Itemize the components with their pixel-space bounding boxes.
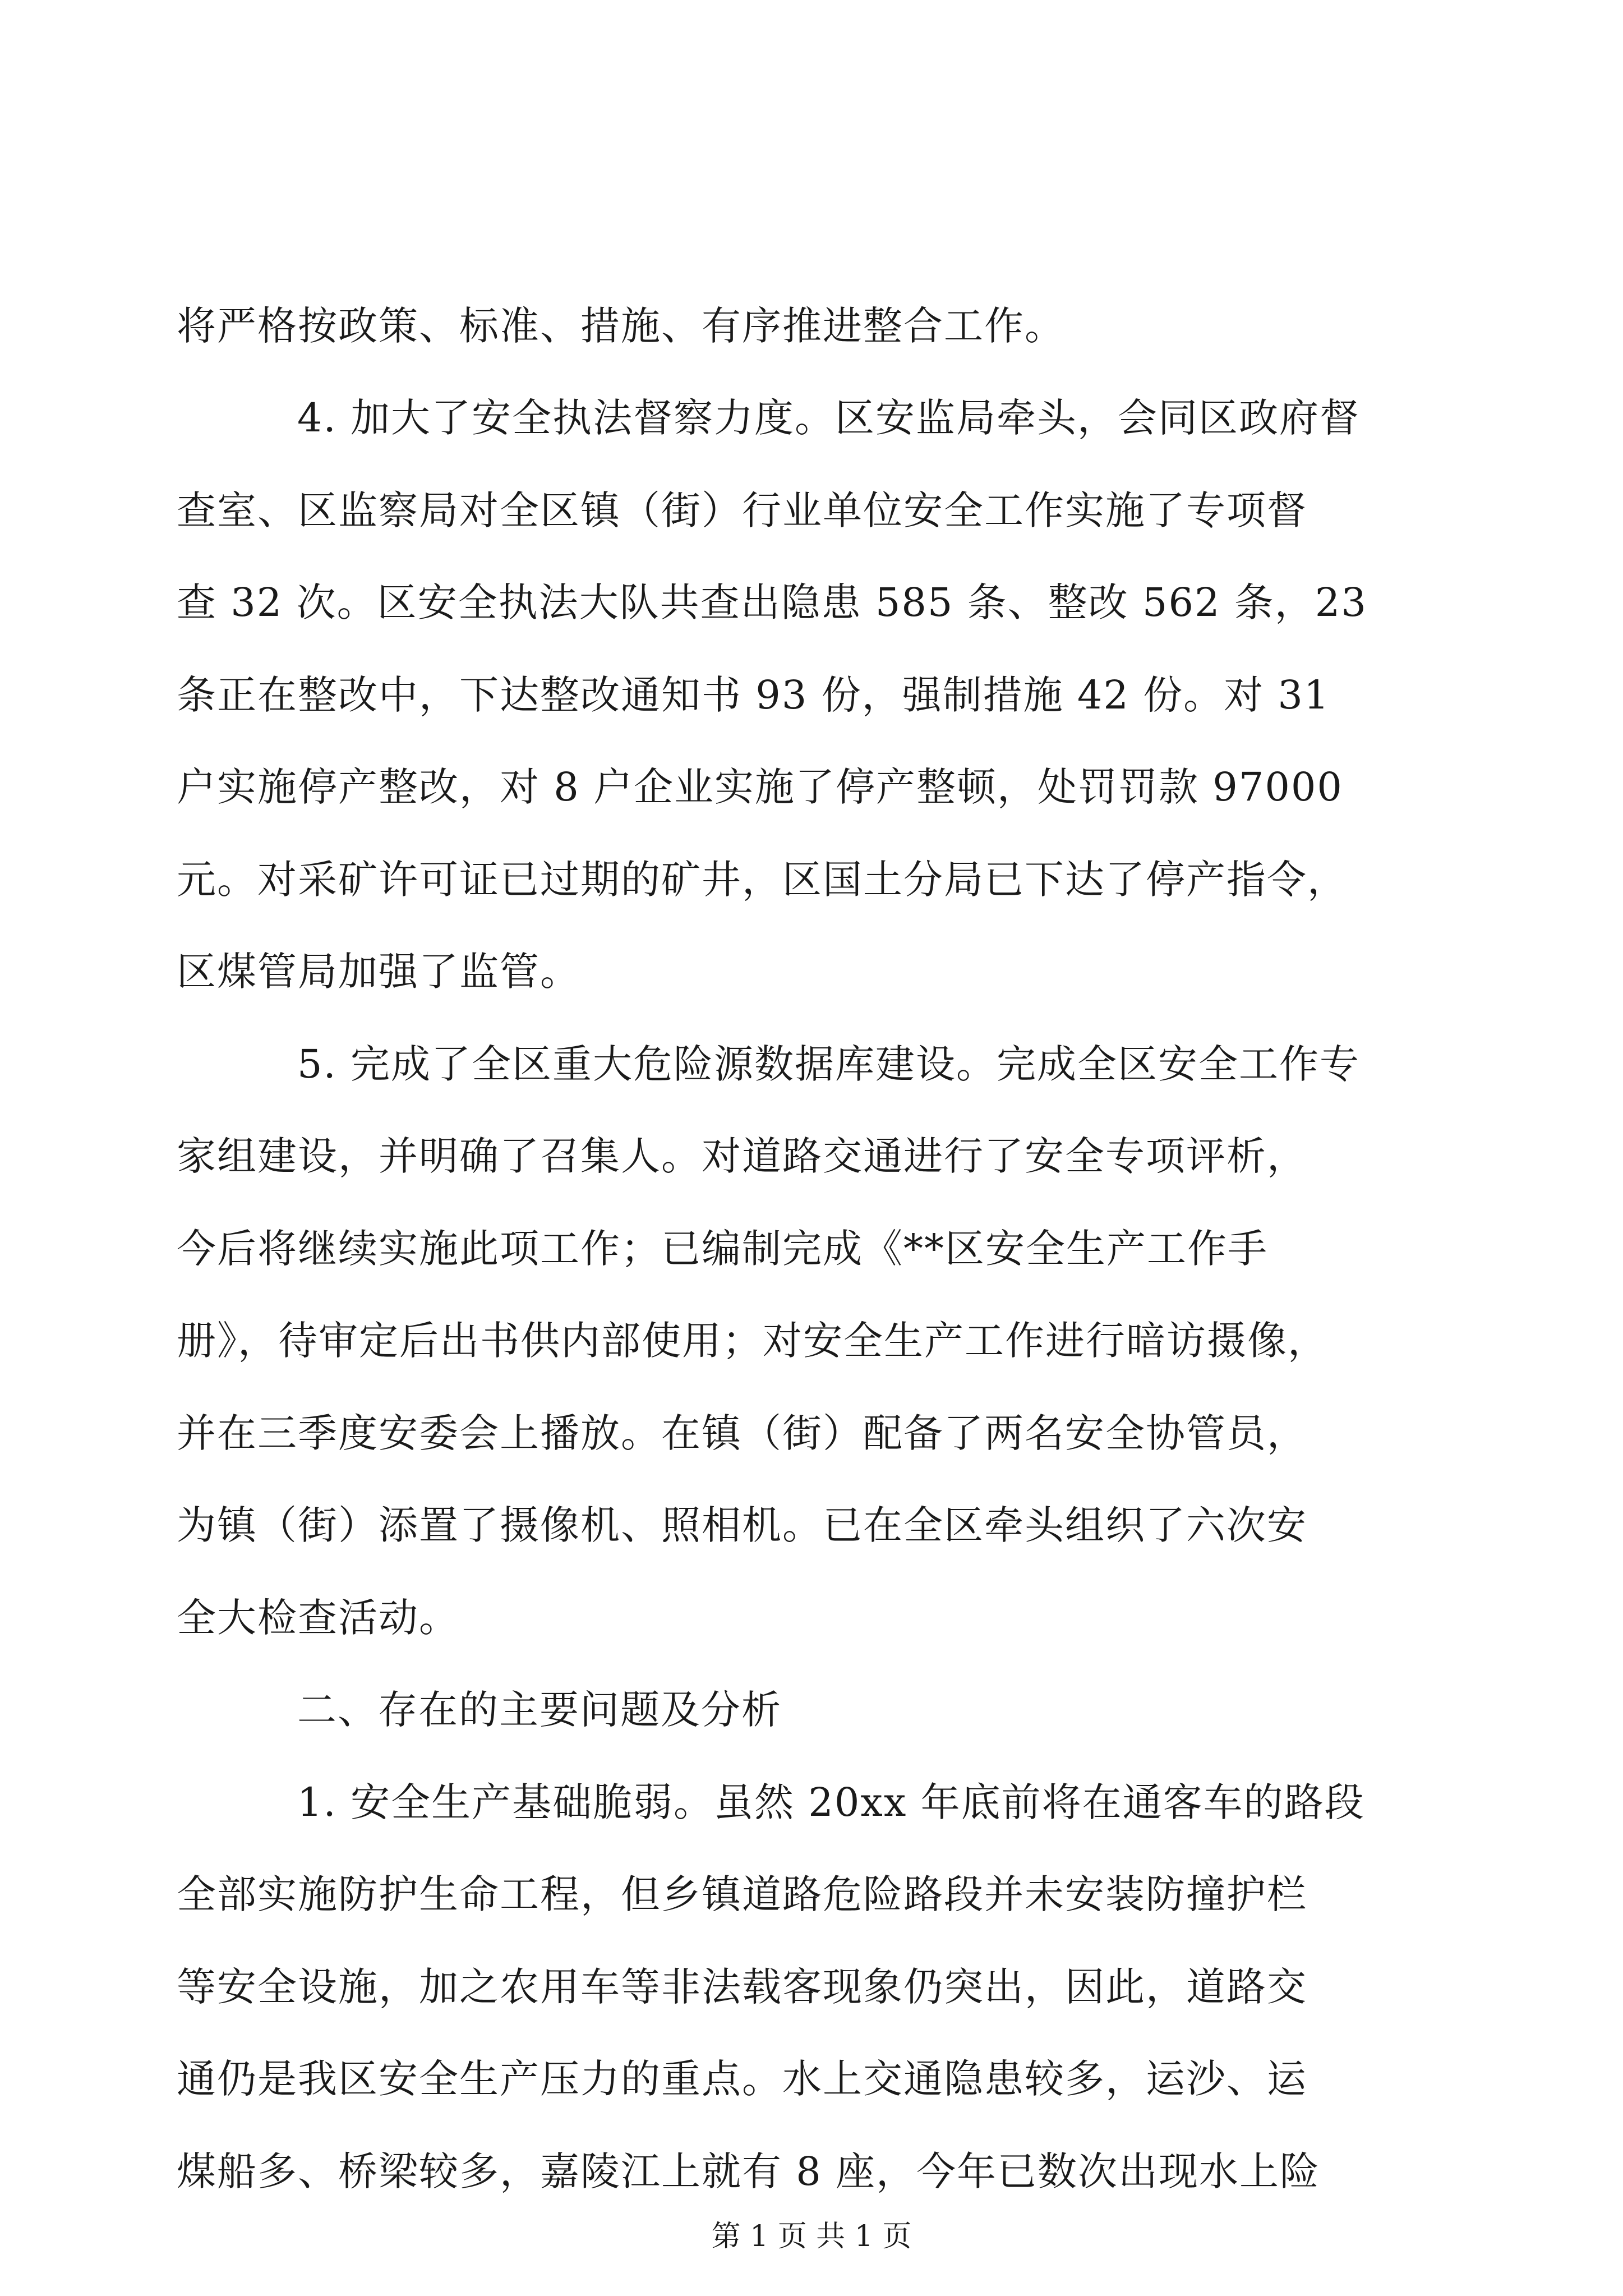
text-line: 查 32 次。区安全执法大队共查出隐患 585 条、整改 562 条，23 [177, 579, 1367, 625]
text-line: 通仍是我区安全生产压力的重点。水上交通隐患较多，运沙、运 [177, 2056, 1307, 2102]
text-line: 家组建设，并明确了召集人。对道路交通进行了安全专项评析， [177, 1133, 1307, 1179]
text-line: 册》，待审定后出书供内部使用；对安全生产工作进行暗访摄像， [177, 1318, 1328, 1364]
text-line: 元。对采矿许可证已过期的矿井，区国土分局已下达了停产指令， [177, 857, 1348, 903]
text-line: 查室、区监察局对全区镇（街）行业单位安全工作实施了专项督 [177, 487, 1307, 533]
text-line: 全部实施防护生命工程，但乡镇道路危险路段并未安装防撞护栏 [177, 1871, 1307, 1917]
text-line: 区煤管局加强了监管。 [177, 949, 580, 995]
text-line: 户实施停产整改，对 8 户企业实施了停产整顿，处罚罚款 97000 [177, 764, 1343, 810]
text-line: 5. 完成了全区重大危险源数据库建设。完成全区安全工作专 [297, 1041, 1361, 1087]
text-line: 将严格按政策、标准、措施、有序推进整合工作。 [177, 303, 1065, 349]
text-line: 今后将继续实施此项工作；已编制完成《**区安全生产工作手 [177, 1226, 1268, 1272]
text-line: 为镇（街）添置了摄像机、照相机。已在全区牵头组织了六次安 [177, 1502, 1307, 1548]
text-line: 并在三季度安委会上播放。在镇（街）配备了两名安全协管员， [177, 1410, 1307, 1456]
text-line: 全大检查活动。 [177, 1595, 459, 1641]
text-line: 条正在整改中，下达整改通知书 93 份，强制措施 42 份。对 31 [177, 672, 1330, 718]
page-number-footer: 第 1 页 共 1 页 [711, 2220, 912, 2253]
text-line: 煤船多、桥梁较多，嘉陵江上就有 8 座，今年已数次出现水上险 [177, 2148, 1321, 2194]
text-line: 等安全设施，加之农用车等非法载客现象仍突出，因此，道路交 [177, 1964, 1307, 2010]
text-line: 4. 加大了安全执法督察力度。区安监局牵头，会同区政府督 [297, 395, 1361, 441]
section-heading: 二、存在的主要问题及分析 [297, 1687, 782, 1733]
text-line: 1. 安全生产基础脆弱。虽然 20xx 年底前将在通客车的路段 [297, 1779, 1365, 1825]
